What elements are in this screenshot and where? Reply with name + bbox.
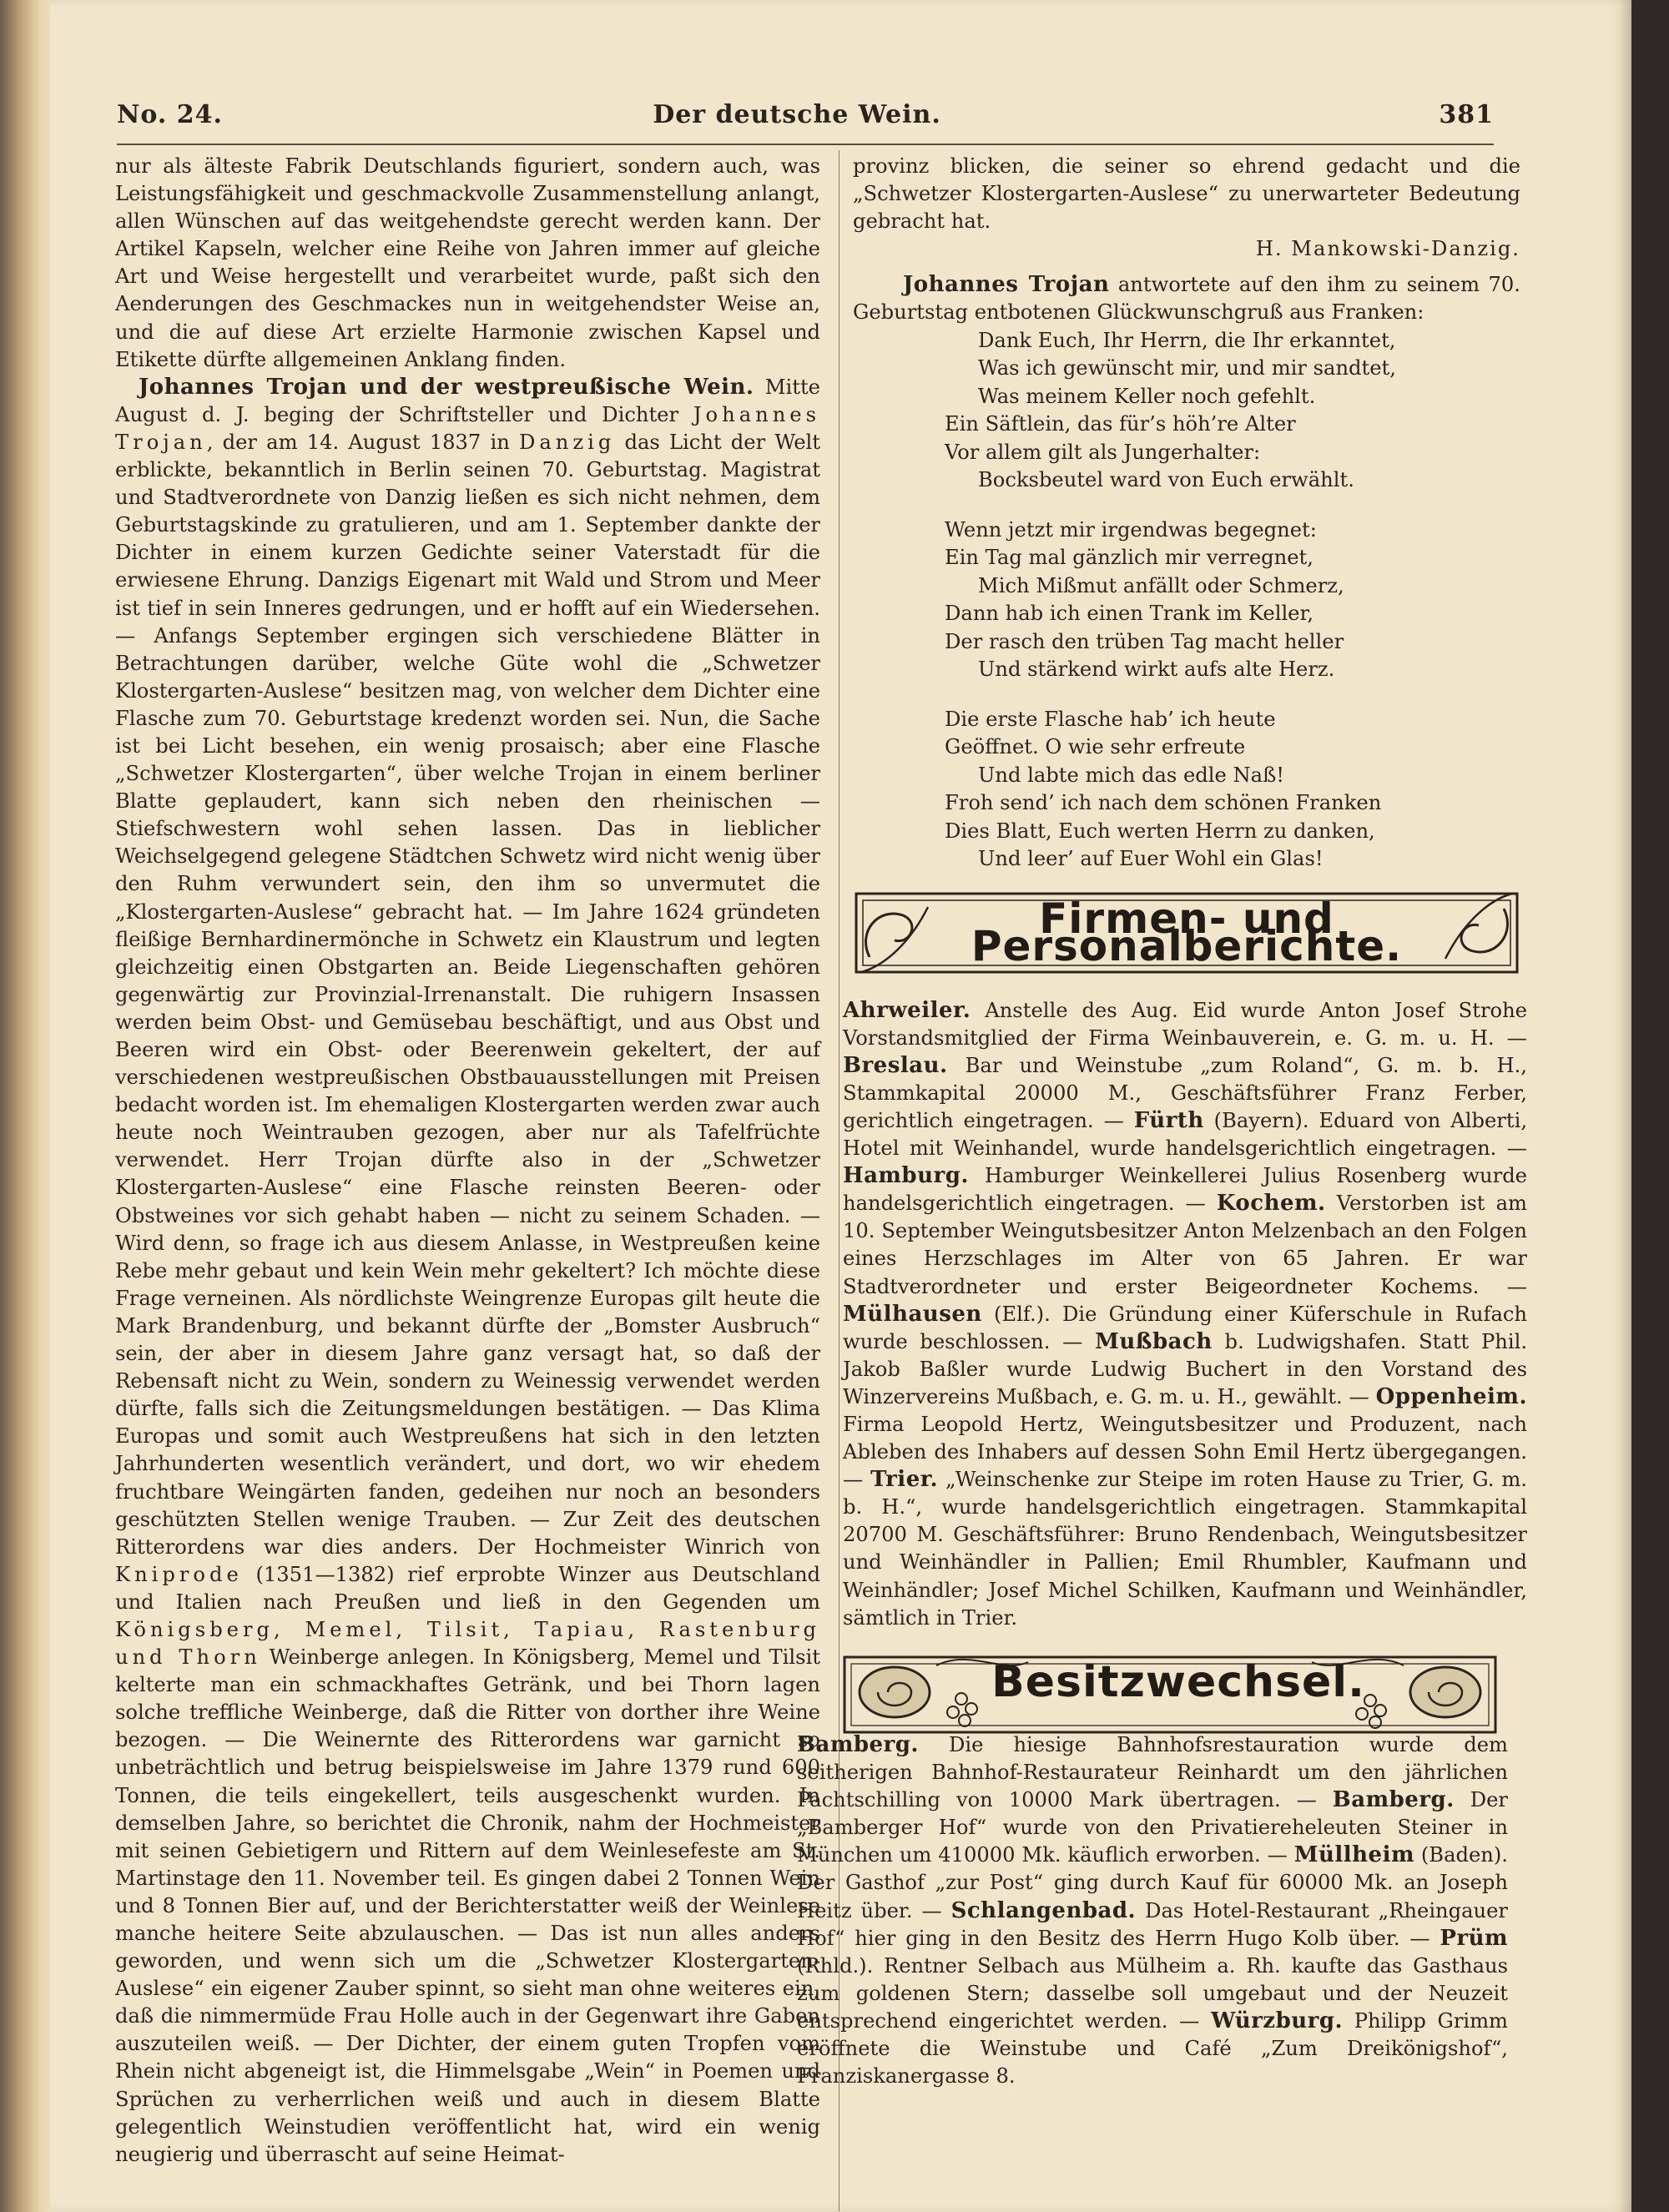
firmen-reports: Ahrweiler. Anstelle des Aug. Eid wurde Anton Josef Strohe Vorstandsmitglied der Firma Weinbauverein, e. G. m. u. H. — Breslau. Bar und Weinstube „zum Roland“, G. m. b. H., Stammkapital 20000 M., Geschäftsführer Franz Ferber, gerichtlich eingetragen. — Fürth (Bayern). Eduard von Alberti, Hotel mit Weinhandel, wurde handelsgerichtlich eingetragen. — Hamburg. Hamburger Weinkellerei Julius Rosenberg wurde handelsgerichtlich eingetragen. — Kochem. Verstorben ist am 10. September Weingutsbesitzer Anton Melzenbach an den Folgen eines Herzschlages im Alter von 65 Jahren. Er war Stadtverordneter und erster Beigeordneter Kochems. — Mülhausen (Elf.). Die Gründung einer Küferschule in Rufach wurde beschlossen. — Mußbach b. Ludwigshafen. Statt Phil. Jakob Baßler wurde Ludwig Buchert in den Vorstand des Winzervereins Mußbach, e. G. m. u. H., gewählt. — Oppenheim. Firma Leopold Hertz, Weingutsbesitzer und Produzent, nach Ableben des Inhabers auf dessen Sohn Emil Hertz übergegangen. — Trier. „Weinschenke zur Steipe im roten Hause zu Trier, G. m. b. H.“, wurde handelsgerichtlich eingetragen. Stammkapital 20700 M. Geschäftsführer: Bruno Rendenbach, Weingutsbesitzer und Weinhändler in Pallien; Emil Rhumbler, Kaufmann und Weinhändler; Josef Michel Schilken, Kaufmann und Weinhändler, sämtlich in Trier. (843, 997, 1528, 1630)
page-number: 381 (1439, 100, 1494, 129)
firmen-section-banner (853, 882, 1520, 984)
newspaper-page (50, 0, 1631, 2212)
poem-stanza: Wenn jetzt mir irgendwas begegnet: Ein Tag mal gänzlich mir verregnet, Mich Mißmut anfällt oder Schmerz, Dann hab ich einen Trank im Keller, Der rasch den trüben Tag macht heller Und stärkend wirkt aufs alte Herz. (945, 517, 1344, 682)
article-continuation: provinz blicken, die seiner so ehrend gedacht und die „Schwetzer Klostergarten-Auslese“ zu unerwarteter Bedeutung gebracht hat. (853, 154, 1520, 234)
left-column (115, 153, 820, 2189)
poem-stanza: Die erste Flasche hab’ ich heute Geöffnet. O wie sehr erfreute Und labte mich das edle Naß! Froh send’ ich nach dem schönen Franken Dies Blatt, Euch werten Herrn zu danken, Und leer’ auf Euer Wohl ein Glas! (945, 707, 1382, 871)
author-signature: H. Mankowski-Danzig. (1255, 237, 1520, 261)
reply-intro: Johannes Trojan antwortete auf den ihm zu seinem 70. Geburtstag entbotenen Glückwunschgruß aus Franken: (853, 272, 1520, 325)
poem (945, 327, 1520, 874)
scan-background (1631, 0, 1669, 2212)
journal-title: Der deutsche Wein. (653, 100, 941, 129)
firmen-section-title: Firmen- und Personalberichte. (971, 894, 1403, 970)
kapsel-paragraph: nur als älteste Fabrik Deutschlands figuriert, sondern auch, was Leistungsfähigkeit und geschmackvolle Zusammenstellung anlangt, allen Wünschen auf das weitgehendste gerecht werden kann. Der Artikel Kapseln, welcher eine Reihe von Jahren immer auf gleiche Art und Weise hergestellt und verarbeitet wurde, paßt sich den Aenderungen des Geschmackes nun in weitgehendster Weise an, und die auf diese Art erzielte Harmonie zwischen Kapsel und Etikette dürfte allgemeinen Anklang finden. (115, 154, 820, 371)
besitz-section-title: Besitzwechsel. (991, 1656, 1365, 1707)
trojan-article: Johannes Trojan und der westpreußische Wein. Mitte August d. J. beging der Schriftsteller und Dichter Johannes Trojan, der am 14. August 1837 in Danzig das Licht der Welt erblickte, bekanntlich in Berlin seinen 70. Geburtstag. Magistrat und Stadtverordnete von Danzig ließen es sich nicht nehmen, dem Geburtstagskinde zu gratulieren, und am 1. September dankte der Dichter in einem kurzen Gedichte seiner Vaterstadt für die erwiesene Ehrung. Danzigs Eigenart mit Wald und Strom und Meer ist tief in sein Inneres gedrungen, und er hofft auf ein Wiedersehen. — Anfangs September ergingen sich verschiedene Blätter in Betrachtungen darüber, welche Güte wohl die „Schwetzer Klostergarten-Auslese“ besitzen mag, von welcher dem Dichter eine Flasche zum 70. Geburtstage kredenzt worden sei. Nun, die Sache ist bei Licht besehen, ein wenig prosaisch; aber eine Flasche „Schwetzer Klostergarten“, über welche Trojan in einem berliner Blatte geplaudert, kann sich neben den rheinischen — Stiefschwestern wohl sehen lassen. Das in lieblicher Weichselgegend gelegene Städtchen Schwetz wird nicht wenig über den Ruhm verwundert sein, den ihm so unvermutet die „Klostergarten-Auslese“ gebracht hat. — Im Jahre 1624 gründeten fleißige Bernhardinermönche in Schwetz ein Klaustrum und legten gleichzeitig einen Obstgarten an. Beide Liegenschaften gehören gegenwärtig zur Provinzial-Irrenanstalt. Die ruhigern Insassen werden beim Obst- und Gemüsebau beschäftigt, und aus Obst und Beeren wird ein Obst- oder Beerenwein gekeltert, der auf verschiedenen westpreußischen Obstbauausstellungen mit Preisen bedacht worden ist. Im ehemaligen Klostergarten werden zwar auch heute noch Weintrauben gezogen, aber nur als Tafelfrüchte verwendet. Herr Trojan dürfte also in der „Schwetzer Klostergarten-Auslese“ eine Flasche reinsten Beeren- oder Obstweines vor sich gehabt haben — nicht zu seinem Schaden. — Wird denn, so frage ich aus diesem Anlasse, in Westpreußen keine Rebe mehr gebaut und kein Wein mehr gekeltert? Ich möchte diese Frage verneinen. Als nördlichste Weingrenze Europas gilt heute die Mark Brandenburg, und bekannt dürfte der „Bomster Ausbruch“ sein, der aber in diesem Jahre ganz versagt hat, so daß der Rebensaft nicht zu Wein, sondern zu Weinessig verwendet werden dürfte, falls sich die Zeitungsmeldungen bestätigen. — Das Klima Europas und somit auch Westpreußens hat sich in den letzten Jahrhunderten wesentlich verändert, und dort, wo wir ehedem fruchtbare Weingärten fanden, gedeihen nur noch an besonders geschützten Stellen wenige Trauben. — Zur Zeit des deutschen Ritterordens war dies anders. Der Hochmeister Winrich von Kniprode (1351—1382) rief erprobte Winzer aus Deutschland und Italien nach Preußen und ließ in den Gegenden um Königsberg, Memel, Tilsit, Tapiau, Rastenburg und Thorn Weinberge anlegen. In Königsberg, Memel und Tilsit kelterte man ein schmackhaftes Getränk, und bei Thorn lagen solche treffliche Weinberge, daß die Ritter von dorther ihre Weine bezogen. — Die Weinernte des Ritterordens war garnicht so unbeträchtlich und betrug beispielsweise im Jahre 1379 rund 600 Tonnen, die teils eingekellert, teils ausgeschenkt wurden. In demselben Jahre, so berichtet die Chronik, nahm der Hochmeister mit seinen Gebietigern und Rittern auf dem Weinlesefeste am St. Martinstage den 11. November teil. Es gingen dabei 2 Tonnen Wein und 8 Tonnen Bier auf, und der Berichterstatter weiß der Weinlese manche heitere Seite abzulauschen. — Das ist nun alles anders geworden, und wenn sich um die „Schwetzer Klostergarten-Auslese“ ein eigener Zauber spinnt, so sieht man ohne weiteres ein, daß die nimmermüde Frau Holle auch in der Gegenwart ihre Gaben auszuteilen weiß. — Der Dichter, der einem guten Tropfen vom Rhein nicht abgeneigt ist, die Himmelsgabe „Wein“ in Poemen und Sprüchen zu verherrlichen weiß und auch in diesem Blatte gelegentlich Weinstudien veröffentlicht hat, wird ein wenig neugierig und überrascht auf seine Heimat- (115, 374, 820, 2166)
article-heading: Johannes Trojan und der westpreußische Wein. (139, 374, 754, 400)
page-header (117, 100, 1494, 142)
poem-stanza: Dank Euch, Ihr Herrn, die Ihr erkanntet, Was ich gewünscht mir, und mir sandtet, Was meinem Keller noch gefehlt. Ein Säftlein, das für’s höh’re Alter Vor allem gilt als Jungerhalter: Bocksbeutel ward von Euch erwählt. (945, 328, 1396, 492)
header-rule (117, 144, 1494, 145)
besitz-reports: Bamberg. Die hiesige Bahnhofsrestauration wurde dem seitherigen Bahnhof-Restaurateur Reinhardt um den jährlichen Pachtschilling von 10000 Mark übertragen. — Bamberg. Der „Bamberger Hof“ wurde von den Privatiereheleuten Steiner in München um 410000 Mk. käuflich erworben. — Müllheim (Baden). Der Gasthof „zur Post“ ging durch Kauf für 60000 Mk. an Joseph Heitz über. — Schlangenbad. Das Hotel-Restaurant „Rheingauer Hof“ hier ging in den Besitz des Herrn Hugo Kolb über. — Prüm (Rhld.). Rentner Selbach aus Mülheim a. Rh. kaufte das Gasthaus zum goldenen Stern; dasselbe soll umgebaut und der Neuzeit entsprechend eingerichtet werden. — Würzburg. Philipp Grimm eröffnete die Weinstube und Café „Zum Dreikönigshof“, Franziskanergasse 8. (797, 1732, 1508, 2089)
right-column (843, 153, 1528, 1764)
issue-number: No. 24. (117, 100, 223, 129)
book-spine (0, 0, 53, 2212)
